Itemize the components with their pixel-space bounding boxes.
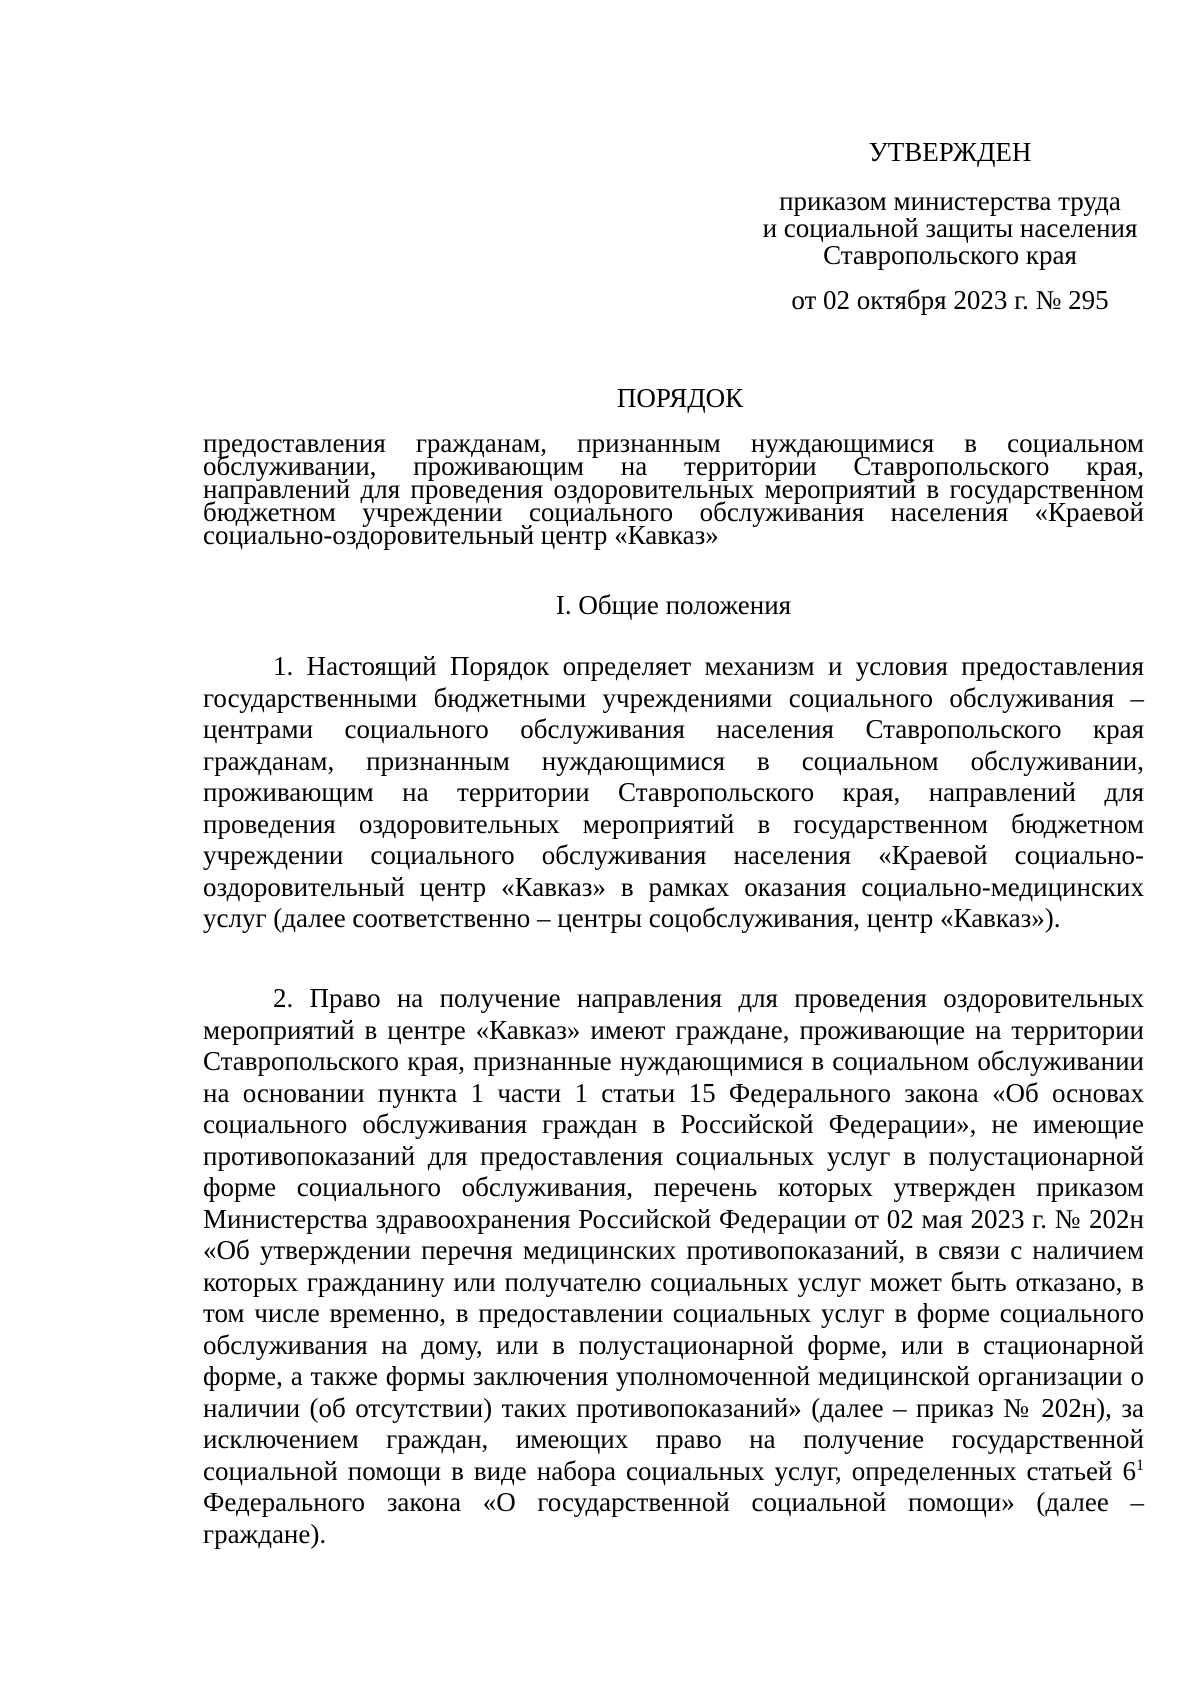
paragraph-2-text: 2. Право на получение направления для проведения оздоровительных мероприятий в центре «Кавказ» имеют граждане, проживающие на территории Ставропольского края, признанные нуждающимися в социальном обслуживании на основании пункта 1 части 1 статьи 15 Федерального закона «Об основах социального обслуживания граждан в Российской Федерации», не имеющие противопоказаний для предоставления социальных услуг в полустационарной форме социального обслуживания, перечень которых утвержден приказом Министерства здравоохранения Российской Федерации от 02 мая 2023 г. № 202н «Об утверждении перечня медицинских противопоказаний, в связи с наличием которых гражданину или получателю социальных услуг может быть отказано, в том числе временно, в предоставлении социальных услуг в форме социального обслуживания на дому, или в полустационарной форме, или в стационарной форме, а также формы заключения уполномоченной медицинской организации о наличии (об отсутствии) таких противопоказаний» (далее – приказ № 202н), за исключением граждан, имеющих право на получение государственной социальной помощи в виде набора социальных услуг, определенных статьей 6 <box>203 983 1144 1486</box>
paragraph-1: 1. Настоящий Порядок определяет механизм и условия предоставления государственными бюджетными учреждениями социального обслуживания – центрами социального обслуживания населения Ставропольского края гражданам, признанным нуждающимися в социальном обслуживании, проживающим на территории Ставропольского края, направлений для проведения оздоровительных мероприятий в государственном бюджетном учреждении социального обслуживания населения «Краевой социально-оздоровительный центр «Кавказ» в рамках оказания социально-медицинских услуг (далее соответственно – центры соцобслуживания, центр «Кавказ»). <box>203 651 1144 933</box>
document-subtitle: предоставления гражданам, признанным нуждающимися в социальном обслуживании, проживающим на территории Ставропольского края, направлений для проведения оздоровительных мероприятий в государственном бюджетном учреждении социального обслуживания населения «Краевой социально-оздоровительный центр «Кавказ» <box>203 428 1144 550</box>
approval-line-2: и социальной защиты населения <box>762 213 1138 243</box>
approval-date-line: от 02 октября 2023 г. № 295 <box>791 285 1109 315</box>
paragraph-2-text-end: Федерального закона «О государственной социальной помощи» (далее – граждане). <box>203 1487 1144 1549</box>
approval-line-1: приказом министерства труда <box>779 186 1121 216</box>
approval-stamp-heading <box>740 139 1160 166</box>
document-title: ПОРЯДОК <box>616 383 744 413</box>
approval-stamp-body <box>740 188 1160 269</box>
approval-heading: УТВЕРЖДЕН <box>868 137 1032 167</box>
approval-date <box>740 287 1160 314</box>
approval-line-3: Ставропольского края <box>823 240 1077 270</box>
section-heading: I. Общие положения <box>555 590 792 620</box>
paragraph-2 <box>203 983 1144 1550</box>
article-superscript: 1 <box>1136 1456 1144 1474</box>
